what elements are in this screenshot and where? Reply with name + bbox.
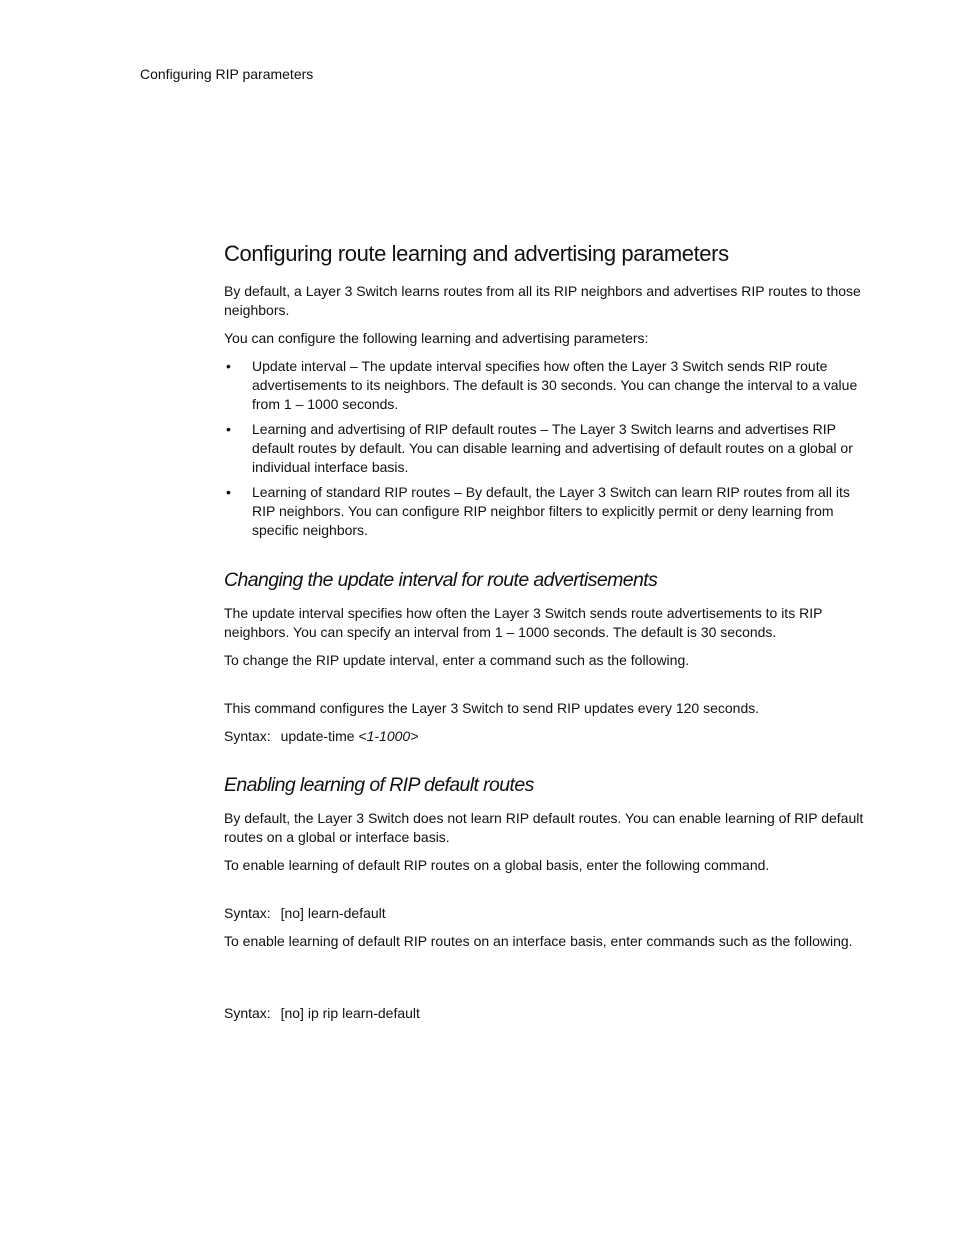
parameter-list xyxy=(224,357,870,540)
syntax-label: Syntax: xyxy=(224,1005,271,1021)
list-item-text: Learning and advertising of RIP default routes – The Layer 3 Switch learns and advertises RIP default routes by default. You can disable learning and advertising of default routes on a global or individual interface basis. xyxy=(252,421,853,475)
list-item-text: Update interval – The update interval specifies how often the Layer 3 Switch sends RIP route advertisements to its neighbors. The default is 30 seconds. You can change the interval to a value from 1 – 1000 seconds. xyxy=(252,358,858,412)
learn-default-syntax xyxy=(224,904,870,923)
command-example-placeholder xyxy=(224,960,870,1004)
global-basis-instruction: To enable learning of default RIP routes on a global basis, enter the following command. xyxy=(224,857,770,873)
update-interval-paragraph: The update interval specifies how often the Layer 3 Switch sends route advertisements to its RIP neighbors. You can specify an interval from 1 – 1000 seconds. The default is 30 seconds. xyxy=(224,605,823,640)
interface-basis-instruction: To enable learning of default RIP routes on an interface basis, enter commands such as the following. xyxy=(224,933,853,949)
ip-rip-learn-default-syntax xyxy=(224,1004,870,1023)
page-content xyxy=(224,240,870,1032)
syntax-label: Syntax: xyxy=(224,728,271,744)
intro-paragraph: By default, a Layer 3 Switch learns routes from all its RIP neighbors and advertises RIP routes to those neighbors. xyxy=(224,283,861,318)
list-item xyxy=(224,357,870,414)
lead-paragraph: You can configure the following learning and advertising parameters: xyxy=(224,330,649,346)
command-example-placeholder xyxy=(224,884,870,904)
command-example-placeholder xyxy=(224,679,870,699)
syntax-option: [no] xyxy=(280,905,304,921)
syntax-option: [no] xyxy=(280,1005,304,1021)
syntax-label: Syntax: xyxy=(224,905,271,921)
bullet-icon: • xyxy=(226,484,231,500)
syntax-command: ip rip learn-default xyxy=(307,1005,420,1021)
section-title: Configuring route learning and advertising parameters xyxy=(224,241,729,266)
syntax-argument: <1-1000> xyxy=(358,728,419,744)
running-header: Configuring RIP parameters xyxy=(140,66,314,82)
default-routes-heading: Enabling learning of RIP default routes xyxy=(224,774,534,796)
list-item xyxy=(224,483,870,540)
syntax-command: learn-default xyxy=(307,905,386,921)
list-item xyxy=(224,420,870,477)
update-interval-instruction: To change the RIP update interval, enter a command such as the following. xyxy=(224,652,690,668)
default-routes-paragraph: By default, the Layer 3 Switch does not learn RIP default routes. You can enable learning of RIP default routes on a global or interface basis. xyxy=(224,810,864,845)
update-interval-explanation: This command configures the Layer 3 Switch to send RIP updates every 120 seconds. xyxy=(224,700,760,716)
list-item-text: Learning of standard RIP routes – By default, the Layer 3 Switch can learn RIP routes from all its RIP neighbors. You can configure RIP neighbor filters to explicitly permit or deny learning from specific neighbors. xyxy=(252,484,850,538)
bullet-icon: • xyxy=(226,358,231,374)
bullet-icon: • xyxy=(226,421,231,437)
syntax-command: update-time xyxy=(280,728,355,744)
update-interval-heading: Changing the update interval for route advertisements xyxy=(224,569,658,591)
update-time-syntax xyxy=(224,727,870,746)
